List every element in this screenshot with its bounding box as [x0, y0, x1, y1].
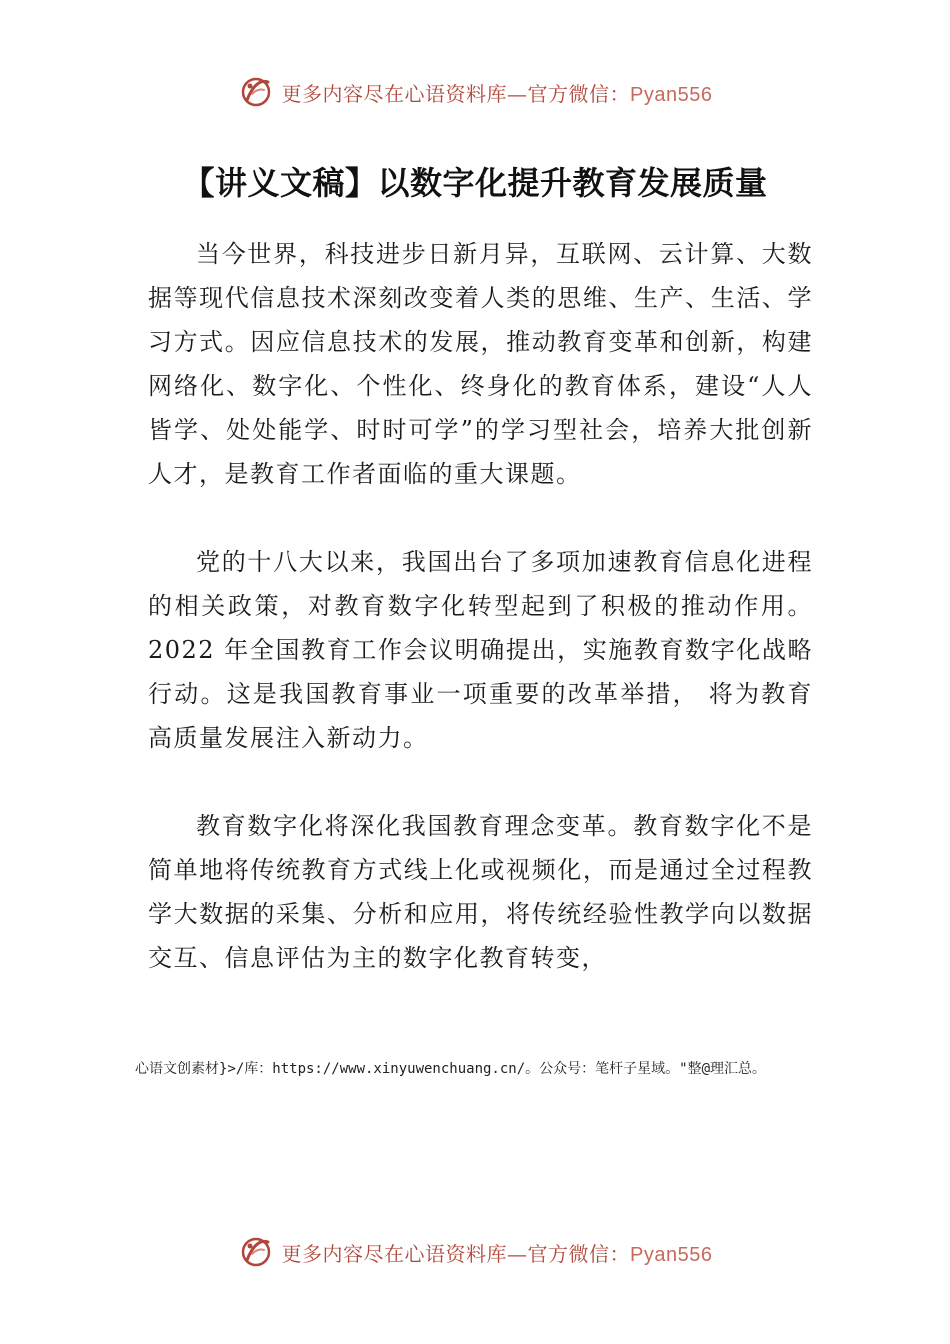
source-footnote: 心语文创素材}>/库：https://www.xinyuwenchuang.cn/。公众号：笔杆子星域。"整@理汇总。: [135, 1061, 767, 1077]
paragraph-3: 教育数字化将深化我国教育理念变革。教育数字化不是简单地将传统教育方式线上化或视频化，而是通过全过程教学大数据的采集、分析和应用，将传统经验性教学向以数据交互、信息评估为主的数字化教育转变，: [148, 812, 813, 972]
banner-wechat-id: Pyan556: [630, 83, 713, 106]
banner-text: [282, 1238, 713, 1267]
brand-logo-icon: [238, 1234, 274, 1270]
banner-wechat-id: Pyan556: [630, 1243, 713, 1266]
banner-text: [282, 78, 713, 107]
paragraph-1: 当今世界，科技进步日新月异，互联网、云计算、大数据等现代信息技术深刻改变着人类的思维、生产、生活、学习方式。因应信息技术的发展，推动教育变革和创新，构建网络化、数字化、个性化、终身化的教育体系，建设“人人皆学、处处能学、时时可学”的学习型社会，培养大批创新人才，是教育工作者面临的重大课题。: [148, 240, 813, 488]
footer-banner: [0, 1232, 950, 1272]
header-banner: [0, 72, 950, 112]
document-title: 【讲义文稿】以数字化提升教育发展质量: [182, 164, 768, 202]
banner-label: 更多内容尽在心语资料库—官方微信：: [281, 1241, 631, 1266]
document-body: [148, 232, 813, 980]
banner-label: 更多内容尽在心语资料库—官方微信：: [281, 81, 631, 106]
paragraph-2: 党的十八大以来，我国出台了多项加速教育信息化进程的相关政策，对教育数字化转型起到了积极的推动作用。2022 年全国教育工作会议明确提出，实施教育数字化战略行动。这是我国教育事业一项重要的改革举措， 将为教育高质量发展注入新动力。: [148, 548, 813, 752]
brand-logo-icon: [238, 74, 274, 110]
